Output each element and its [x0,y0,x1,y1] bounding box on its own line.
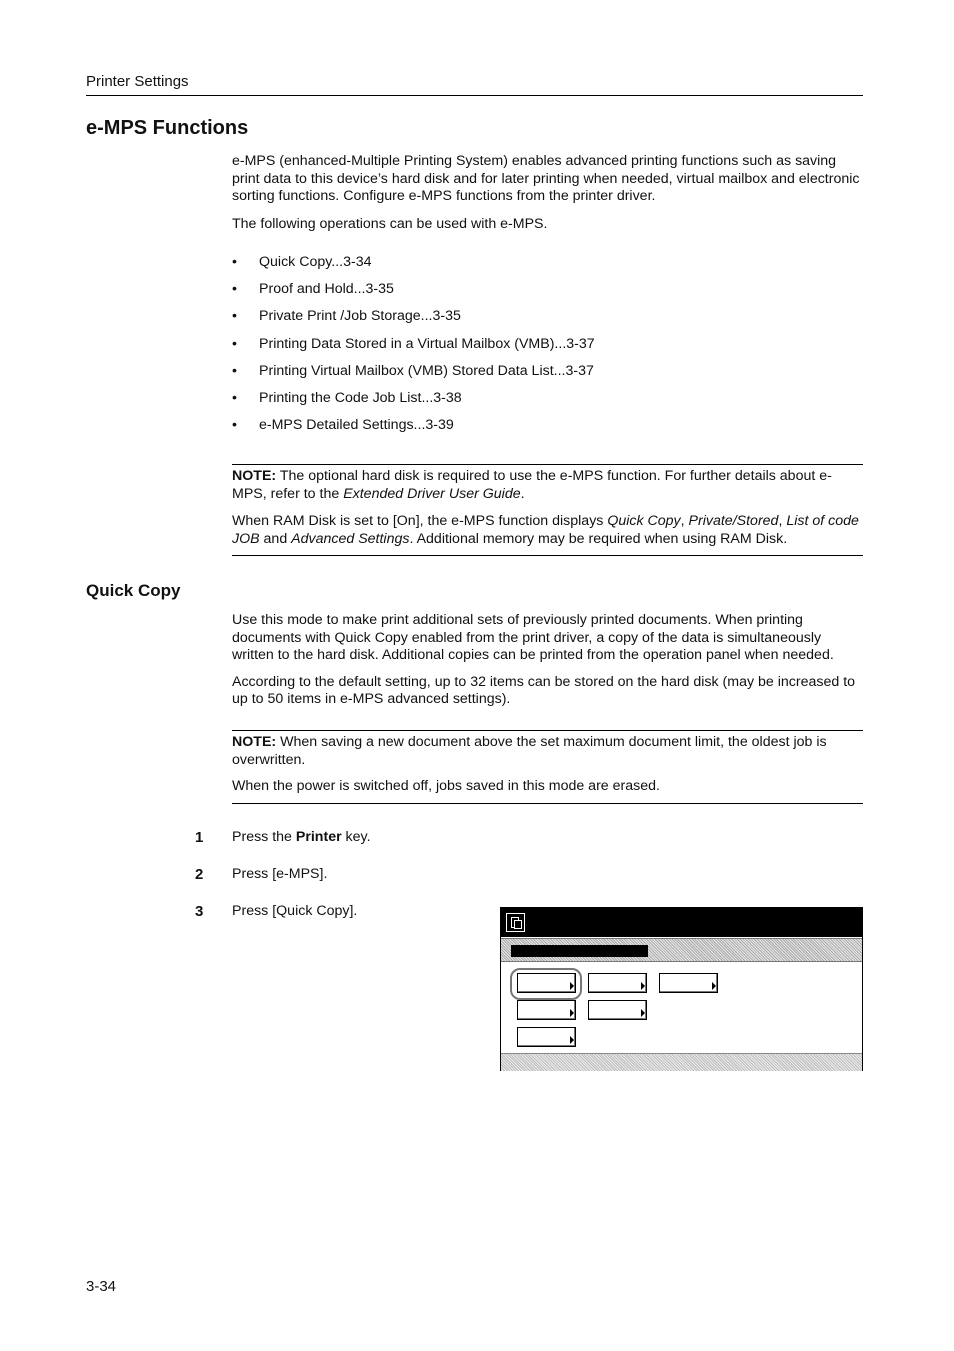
operations-list [232,254,863,444]
quick-copy-paragraph: Use this mode to make print additional sets of previously printed documents. When printing documents with Quick Copy enabled from the print driver, a copy of the data is simultaneously written to the hard disk. Additional copies can be printed from the operation panel when needed. [232,612,834,664]
panel-tab-band [501,938,862,962]
page-number: 3-34 [86,1278,117,1295]
bullet-symbol: • [232,389,237,406]
note-text: When RAM Disk is set to [On], the e-MPS function displays [232,513,608,530]
panel-tab-selected [511,945,648,957]
step-number: 2 [195,866,204,883]
subsection-title: Quick Copy [86,581,181,600]
note-paragraph [232,734,863,769]
list-item-text: Quick Copy...3-34 [259,254,372,270]
quick-copy-body [232,612,863,709]
list-item [232,308,863,335]
note-text: The optional hard disk is required to use the e-MPS function. For further details about e-MPS, refer to the [232,468,832,502]
separator: , [778,513,787,530]
copy-mode-icon [506,913,525,932]
vmb-button[interactable] [517,1000,576,1020]
ram-disk-paragraph [232,513,863,548]
advanced-settings-button[interactable] [517,1027,576,1047]
intro-paragraph: e-MPS (enhanced-Multiple Printing System) enables advanced printing functions such as saving print data to this device’s hard disk and for later printing when needed, virtual mailbox and electronic sorting functions. Configure e-MPS functions from the printer driver. [232,153,860,205]
step-text [232,829,371,845]
list-item [232,336,863,363]
list-item [232,254,863,281]
list-item [232,363,863,390]
list-item [232,417,863,444]
section-title: e-MPS Functions [86,117,249,139]
quick-copy-button[interactable] [517,973,576,993]
note-text: . Additional memory may be required when using RAM Disk. [409,530,788,547]
step-number: 1 [195,829,204,846]
operation-panel-illustration [500,907,863,1071]
feature-name: Quick Copy [607,513,681,530]
note-label: NOTE: [232,468,277,484]
header-rule [86,95,863,96]
feature-name: Private/Stored [688,513,779,530]
bullet-symbol: • [232,281,237,298]
step-text-part: Press the [232,829,296,845]
running-header: Printer Settings [86,73,189,90]
quick-copy-note-box [232,730,863,804]
power-off-paragraph: When the power is switched off, jobs saved in this mode are erased. [232,778,660,795]
step-text: Press [Quick Copy]. [232,903,358,919]
vmb-list-button[interactable] [588,1000,647,1020]
separator: and [259,530,292,547]
section-intro [232,153,863,233]
guide-title: Extended Driver User Guide [343,485,521,502]
step-number: 3 [195,903,204,920]
default-setting-paragraph: According to the default setting, up to 32 items can be stored on the hard disk (may be increased to up to 50 items in e-MPS advanced settings). [232,673,856,708]
feature-name: List of code JOB [232,513,859,547]
list-item-text: Printing Virtual Mailbox (VMB) Stored Data List...3-37 [259,362,594,379]
printer-key-label: Printer [295,829,342,845]
panel-title-bar [501,908,862,937]
note-text: . [520,485,525,502]
bullet-symbol: • [232,335,237,352]
lead-paragraph: The following operations can be used with e-MPS. [232,215,548,232]
note-paragraph [232,468,863,503]
bullet-symbol: • [232,362,237,379]
step-text: Press [e-MPS]. [232,866,328,882]
bullet-symbol: • [232,417,237,434]
list-item-text: Private Print /Job Storage...3-35 [259,308,461,325]
list-item-text: Printing Data Stored in a Virtual Mailbox (VMB)...3-37 [259,335,595,352]
bullet-symbol: • [232,254,237,270]
step-text-part: key. [341,829,371,845]
bullet-symbol: • [232,308,237,325]
list-item [232,281,863,308]
note-box [232,464,863,556]
feature-name: Advanced Settings [291,530,410,547]
list-item-text: e-MPS Detailed Settings...3-39 [259,417,454,434]
note-text: When saving a new document above the set maximum document limit, the oldest job is overwritten. [232,734,827,768]
separator: , [680,513,689,530]
panel-footer [501,1053,862,1071]
list-item [232,390,863,417]
list-item-text: Proof and Hold...3-35 [259,281,394,298]
note-label: NOTE: [232,734,277,750]
private-stored-button[interactable] [588,973,647,993]
list-item-text: Printing the Code Job List...3-38 [259,389,462,406]
code-job-list-button[interactable] [659,973,718,993]
